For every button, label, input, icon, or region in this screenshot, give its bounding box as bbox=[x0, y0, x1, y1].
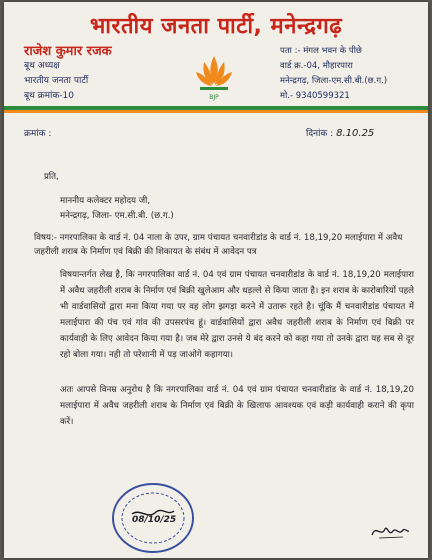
subject-line: विषय:- नगरपालिका के वार्ड नं. 04 नाला के उपर, ग्राम पंचायत चनवारीडांड के वार्ड नं. 18,19,20 मलाईपारा में अवैध जहरीली शराब के निर्माण एवं बिक्री की शिकायत के संबंध में आवेदन पत्र bbox=[34, 233, 403, 257]
mobile-number: मो.- 9340599321 bbox=[280, 91, 350, 101]
address-line-3: मनेन्द्रगढ़, जिला-एम.सी.बी.(छ.ग.) bbox=[280, 76, 388, 86]
request-paragraph: अतः आपसे विनम्र अनुरोध है कि नगरपालिका वार्ड नं. 04 एवं ग्राम पंचायत चनवारीडांड के वार्ड नं. 18,19,20 मलाईपारा में अवैध जहरीली शराब के निर्माण एवं बिक्री के खिलाफ आवश्यक एवं कड़ी कार्यवाही कराने की कृपा करें। bbox=[60, 385, 414, 427]
recipient-title: माननीय कलेक्टर महोदय जी, bbox=[60, 196, 151, 206]
reference-number-label: क्रमांक : bbox=[24, 129, 52, 139]
logo-caption: BJP bbox=[209, 94, 219, 101]
sender-designation: बूथ अध्यक्ष bbox=[24, 61, 60, 71]
recipient-address: मनेन्द्रगढ़, जिला- एम.सी.बी. (छ.ग.) bbox=[60, 211, 174, 221]
sender-name: राजेश कुमार रजक bbox=[24, 44, 112, 59]
lotus-logo-icon bbox=[192, 52, 236, 102]
date-field bbox=[306, 126, 374, 139]
divider-saffron bbox=[4, 110, 428, 113]
sender-party: भारतीय जनता पार्टी bbox=[24, 76, 89, 86]
salutation: प्रति, bbox=[44, 172, 59, 182]
address-line-1: पता :- मंगल भवन के पीछे bbox=[280, 46, 362, 56]
sender-block bbox=[24, 44, 112, 104]
date-label: दिनांक : bbox=[306, 129, 334, 139]
address-block bbox=[280, 44, 387, 104]
letter-page bbox=[4, 2, 428, 558]
signature-mark bbox=[369, 520, 411, 542]
booth-number: बूथ क्रमांक-10 bbox=[24, 91, 74, 101]
stamp-date: 08/10/25 bbox=[132, 515, 177, 525]
letterhead-title: भारतीय जनता पार्टी, मनेन्द्रगढ़ bbox=[89, 14, 343, 39]
address-line-2: वार्ड क्र.-04, मौहारपारा bbox=[280, 61, 353, 71]
date-value: 8.10.25 bbox=[336, 128, 375, 139]
body-paragraph: विषयान्तर्गत लेख है, कि नगरपालिका वार्ड नं. 04 एवं ग्राम पंचायत चनवारीडांड के वार्ड नं. 18,19,20 मलाईपारा में अवैध जहरीली शराब के निर्माण एवं बिक्री खुलेआम और धड़ल्ले से किया जाता है। इन शराब के कारोबारियों पहले भी वार्डवासियों द्वारा मना किया गया पर वह लोग झगड़ा करने में उतारू रहते है। चूंकि मैं चनवारीडांड पंचायत में मलाईपारा की पंच एवं गांव की उपसरपंच हूं। वार्डवासियों द्वारा अवैध जहरीली शराब के निर्माण एवं बिक्री पर कार्यवाही के लिए आवेदन किया गया है। जब मेरे द्वारा उनसे ये बंद करने को कहा गया तो उनके द्वारा यह सब से दूर रहो बोला गया। नही तो परेशानी में पड़ जाओगे कहागया। bbox=[60, 270, 414, 360]
